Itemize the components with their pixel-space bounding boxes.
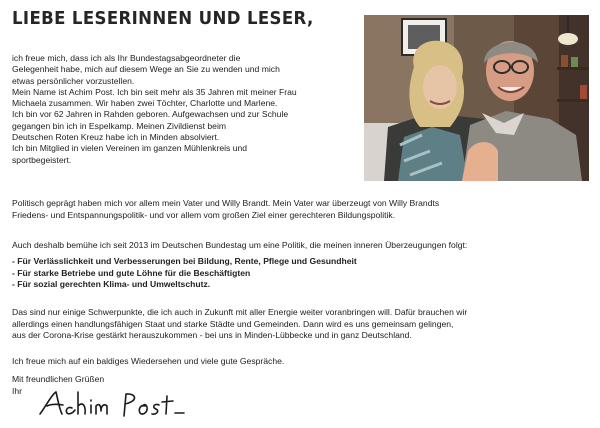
influence-paragraph	[12, 198, 592, 221]
intro-line: Gelegenheit habe, mich auf diesem Wege an Sie zu wenden und mich	[12, 64, 280, 75]
priorities-list	[12, 256, 592, 291]
couple-photo-illustration	[364, 15, 589, 181]
signature	[38, 388, 188, 420]
greeting-text: Mit freundlichen Grüßen	[12, 374, 105, 384]
greeting-ihr: Ihr	[12, 385, 23, 396]
since-line: Auch deshalb bemühe ich seit 2013 im Deutschen Bundestag um eine Politik, die meinen inneren Überzeugungen folgt:	[12, 240, 468, 250]
focus-line: allerdings einen handlungsfähigen Staat und starke Städte und Gemeinden. Dann wird es uns gemeinsam gelingen,	[12, 318, 454, 329]
intro-line: Ich bin vor 62 Jahren in Rahden geboren. Aufgewachsen und zur Schule	[12, 109, 289, 120]
closing-line: Ich freue mich auf ein baldiges Wiedersehen und viele gute Gespräche.	[12, 356, 285, 366]
intro-line: ich freue mich, dass ich als Ihr Bundestagsabgeordneter die	[12, 53, 241, 63]
influence-line: Friedens- und Entspannungspolitik- und vor allem vom großen Ziel einer gerechteren Bildungspolitik.	[12, 209, 396, 220]
focus-paragraph	[12, 307, 592, 342]
intro-line: sportbegeistert.	[12, 154, 72, 165]
intro-paragraph	[12, 53, 364, 166]
focus-line: Das sind nur einige Schwerpunkte, die ich auch in Zukunft mit aller Energie weiter voranbringen will. Dafür brauchen wir	[12, 307, 468, 317]
intro-line: etwas persönlicher vorzustellen.	[12, 75, 135, 86]
influence-line: Politisch geprägt haben mich vor allem mein Vater und Willy Brandt. Mein Vater war überzeugt von Willy Brandts	[12, 198, 440, 208]
list-item: - Für starke Betriebe und gute Löhne für die Beschäftigten	[12, 267, 251, 278]
intro-line: Deutschen Roten Kreuz habe ich in Minden absolviert.	[12, 132, 220, 143]
couple-photo	[364, 15, 589, 181]
closing-paragraph	[12, 356, 592, 368]
signature-scribble	[38, 388, 188, 420]
since-paragraph	[12, 240, 592, 252]
list-item: - Für sozial gerechten Klima- und Umweltschutz.	[12, 279, 211, 290]
intro-line: Mein Name ist Achim Post. Ich bin seit mehr als 35 Jahren mit meiner Frau	[12, 86, 297, 97]
intro-line: gegangen bin ich in Espelkamp. Meinen Zivildienst beim	[12, 120, 227, 131]
intro-line: Michaela zusammen. Wir haben zwei Töchter, Charlotte und Marlene.	[12, 98, 278, 109]
list-item: - Für Verlässlichkeit und Verbesserungen bei Bildung, Rente, Pflege und Gesundheit	[12, 256, 357, 266]
focus-line: aus der Corona-Krise gestärkt herauszukommen - bei uns in Minden-Lübbecke und in ganz Deutschland.	[12, 330, 412, 341]
letter-heading: LIEBE LESERINNEN UND LESER,	[12, 8, 314, 29]
intro-line: Ich bin Mitglied in vielen Vereinen im ganzen Mühlenkreis und	[12, 143, 248, 154]
